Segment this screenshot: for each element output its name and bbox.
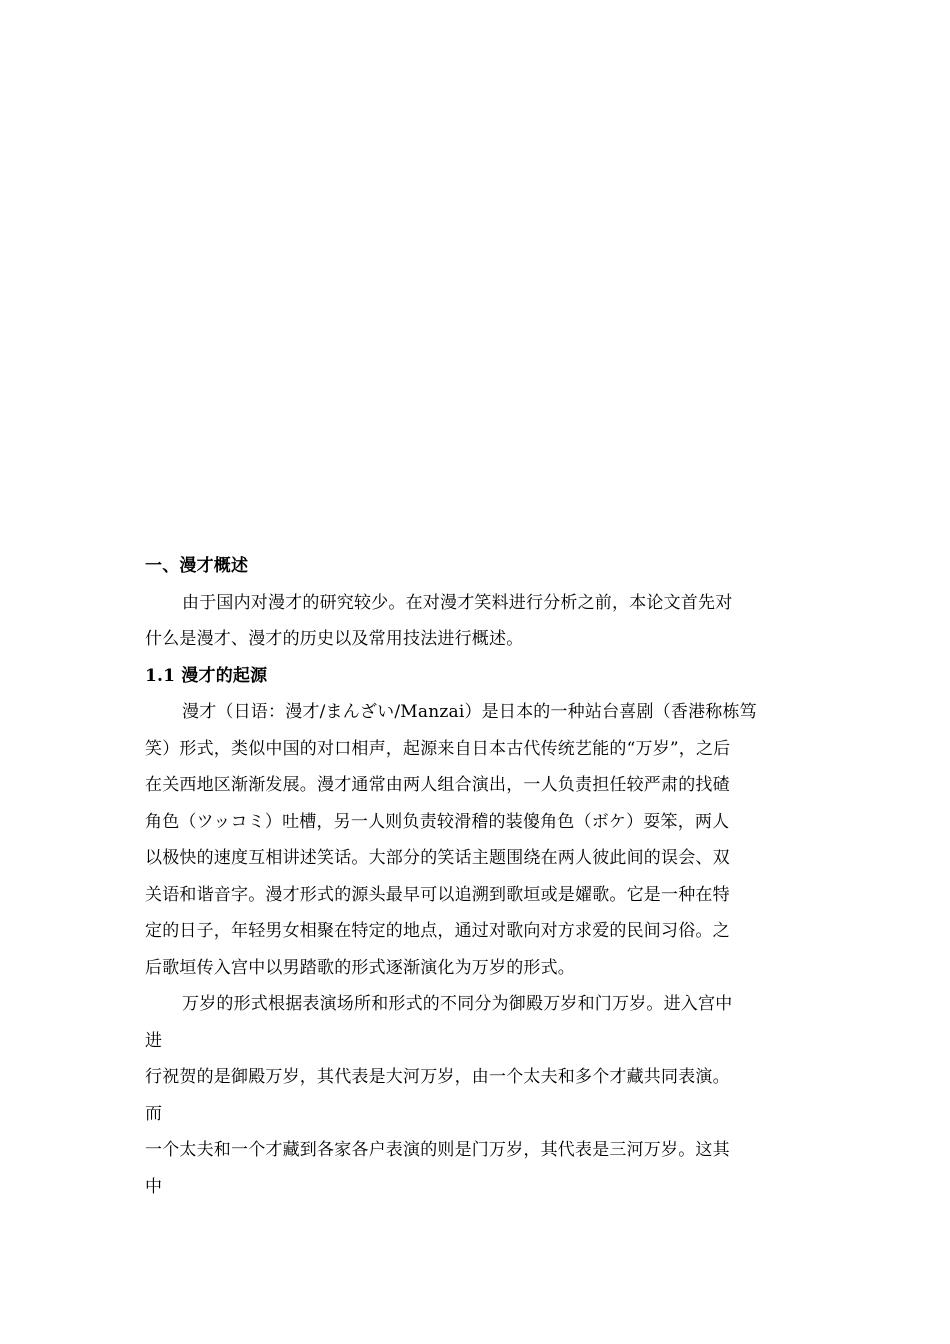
paragraph2-line-3: 行祝贺的是御殿万岁，其代表是大河万岁，由一个太夫和多个才藏共同表演。 <box>145 1067 730 1087</box>
paragraph2-line-6: 中 <box>145 1176 163 1197</box>
paragraph1-line-7: 定的日子，年轻男女相聚在特定的地点，通过对歌向对方求爱的民间习俗。之 <box>145 921 730 941</box>
document-body <box>145 548 810 1205</box>
paragraph1-line-2: 笑）形式，类似中国的对口相声，起源来自日本古代传统艺能的“万岁”，之后 <box>145 738 731 759</box>
paragraph1-line-3: 在关西地区渐渐发展。漫才通常由两人组合演出，一人负责担任较严肃的找碴 <box>145 775 730 795</box>
paragraph2-line-4: 而 <box>145 1103 163 1124</box>
paragraph2-line-2: 进 <box>145 1030 163 1051</box>
paragraph2-line-1: 万岁的形式根据表演场所和形式的不同分为御殿万岁和门万岁。进入宫中 <box>182 994 733 1014</box>
paragraph1-line-6: 关语和谐音字。漫才形式的源头最早可以追溯到歌垣或是嬥歌。它是一种在特 <box>145 884 730 905</box>
intro-line-2: 什么是漫才、漫才的历史以及常用技法进行概述。 <box>145 629 524 649</box>
paragraph2-line-5: 一个太夫和一个才藏到各家各户表演的则是门万岁，其代表是三河万岁。这其 <box>145 1140 730 1160</box>
paragraph1-line-4: 角色（ツッコミ）吐槽，另一人则负责较滑稽的装傻角色（ボケ）耍笨，两人 <box>145 811 730 832</box>
intro-line-1: 由于国内对漫才的研究较少。在对漫才笑料进行分析之前，本论文首先对 <box>182 592 733 613</box>
subsection-heading: 1.1 漫才的起源 <box>145 665 268 686</box>
paragraph1-line-5: 以极快的速度互相讲述笑话。大部分的笑话主题围绕在两人彼此间的误会、双 <box>145 848 730 868</box>
section-heading: 一、漫才概述 <box>145 556 249 576</box>
paragraph1-line-1: 漫才（日语：漫才/まんざい/Manzai）是日本的一种站台喜剧（香港称栋笃 <box>182 702 757 722</box>
paragraph1-line-8: 后歌垣传入宫中以男踏歌的形式逐渐演化为万岁的形式。 <box>145 957 575 978</box>
